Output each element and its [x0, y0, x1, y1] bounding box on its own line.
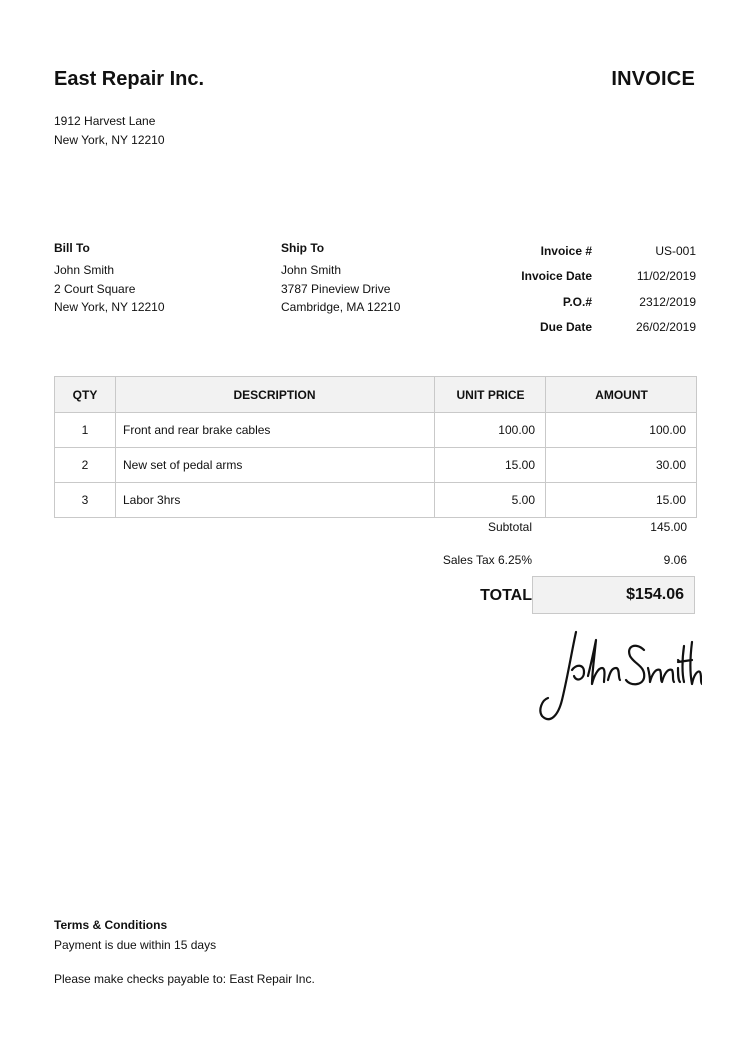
ship-to-line: John Smith: [281, 263, 342, 277]
company-address-line2: New York, NY 12210: [54, 133, 165, 147]
cell-amount: 30.00: [546, 448, 697, 483]
cell-qty: 2: [55, 448, 116, 483]
subtotal-value: 145.00: [650, 519, 687, 534]
table-header-row: [55, 377, 697, 413]
total-label: TOTAL: [480, 587, 532, 604]
meta-row-invoice-number: [480, 238, 696, 264]
cell-unit-price: 100.00: [435, 413, 546, 448]
column-header-qty: QTY: [55, 377, 116, 413]
cell-qty: 1: [55, 413, 116, 448]
tax-row: [424, 543, 697, 576]
meta-value: 11/02/2019: [636, 269, 696, 284]
meta-label: Invoice Date: [521, 269, 592, 284]
cell-unit-price: 5.00: [435, 483, 546, 518]
line-items-table: [54, 376, 697, 518]
meta-value: 26/02/2019: [635, 320, 696, 335]
signature-image: [532, 620, 702, 730]
column-header-unit-price: UNIT PRICE: [435, 377, 546, 413]
company-address: [54, 112, 165, 150]
column-header-description: DESCRIPTION: [116, 377, 435, 413]
meta-label: Due Date: [539, 320, 592, 335]
cell-qty: 3: [55, 483, 116, 518]
bill-to-block: [54, 241, 165, 317]
bill-to-line: John Smith: [54, 263, 115, 277]
bill-to-label: Bill To: [54, 241, 90, 255]
meta-row-invoice-date: [480, 264, 696, 290]
document-title: INVOICE: [611, 68, 695, 90]
tax-value: 9.06: [663, 552, 687, 567]
table-row: [55, 448, 697, 483]
terms-section: [54, 918, 315, 986]
meta-row-due-date: [480, 315, 696, 341]
tax-label: Sales Tax 6.25%: [442, 552, 532, 567]
meta-value: US-001: [655, 243, 696, 258]
cell-unit-price: 15.00: [435, 448, 546, 483]
ship-to-line: 3787 Pineview Drive: [281, 281, 391, 296]
cell-amount: 15.00: [546, 483, 697, 518]
meta-label: P.O.#: [562, 294, 592, 309]
meta-label: Invoice #: [540, 243, 592, 258]
invoice-meta: [480, 238, 696, 340]
ship-to-label: Ship To: [281, 241, 325, 255]
subtotal-row: [424, 510, 697, 543]
totals-summary: [424, 510, 697, 616]
terms-line: Please make checks payable to: East Repair Inc.: [54, 972, 315, 986]
table-row: [55, 413, 697, 448]
company-address-line1: 1912 Harvest Lane: [54, 114, 156, 128]
meta-row-po-number: [480, 289, 696, 315]
bill-to-line: 2 Court Square: [54, 281, 136, 296]
ship-to-line: Cambridge, MA 12210: [281, 300, 401, 314]
company-name: East Repair Inc.: [54, 68, 205, 90]
terms-title: Terms & Conditions: [54, 918, 168, 932]
ship-to-block: [281, 241, 400, 317]
subtotal-label: Subtotal: [487, 519, 532, 534]
cell-description: Front and rear brake cables: [116, 413, 435, 448]
cell-description: New set of pedal arms: [116, 448, 435, 483]
column-header-amount: AMOUNT: [546, 377, 697, 413]
total-value: $154.06: [532, 576, 695, 614]
terms-line: Payment is due within 15 days: [54, 938, 217, 952]
cell-description: Labor 3hrs: [116, 483, 435, 518]
cell-amount: 100.00: [546, 413, 697, 448]
meta-value: 2312/2019: [639, 294, 696, 309]
bill-to-line: New York, NY 12210: [54, 300, 165, 314]
